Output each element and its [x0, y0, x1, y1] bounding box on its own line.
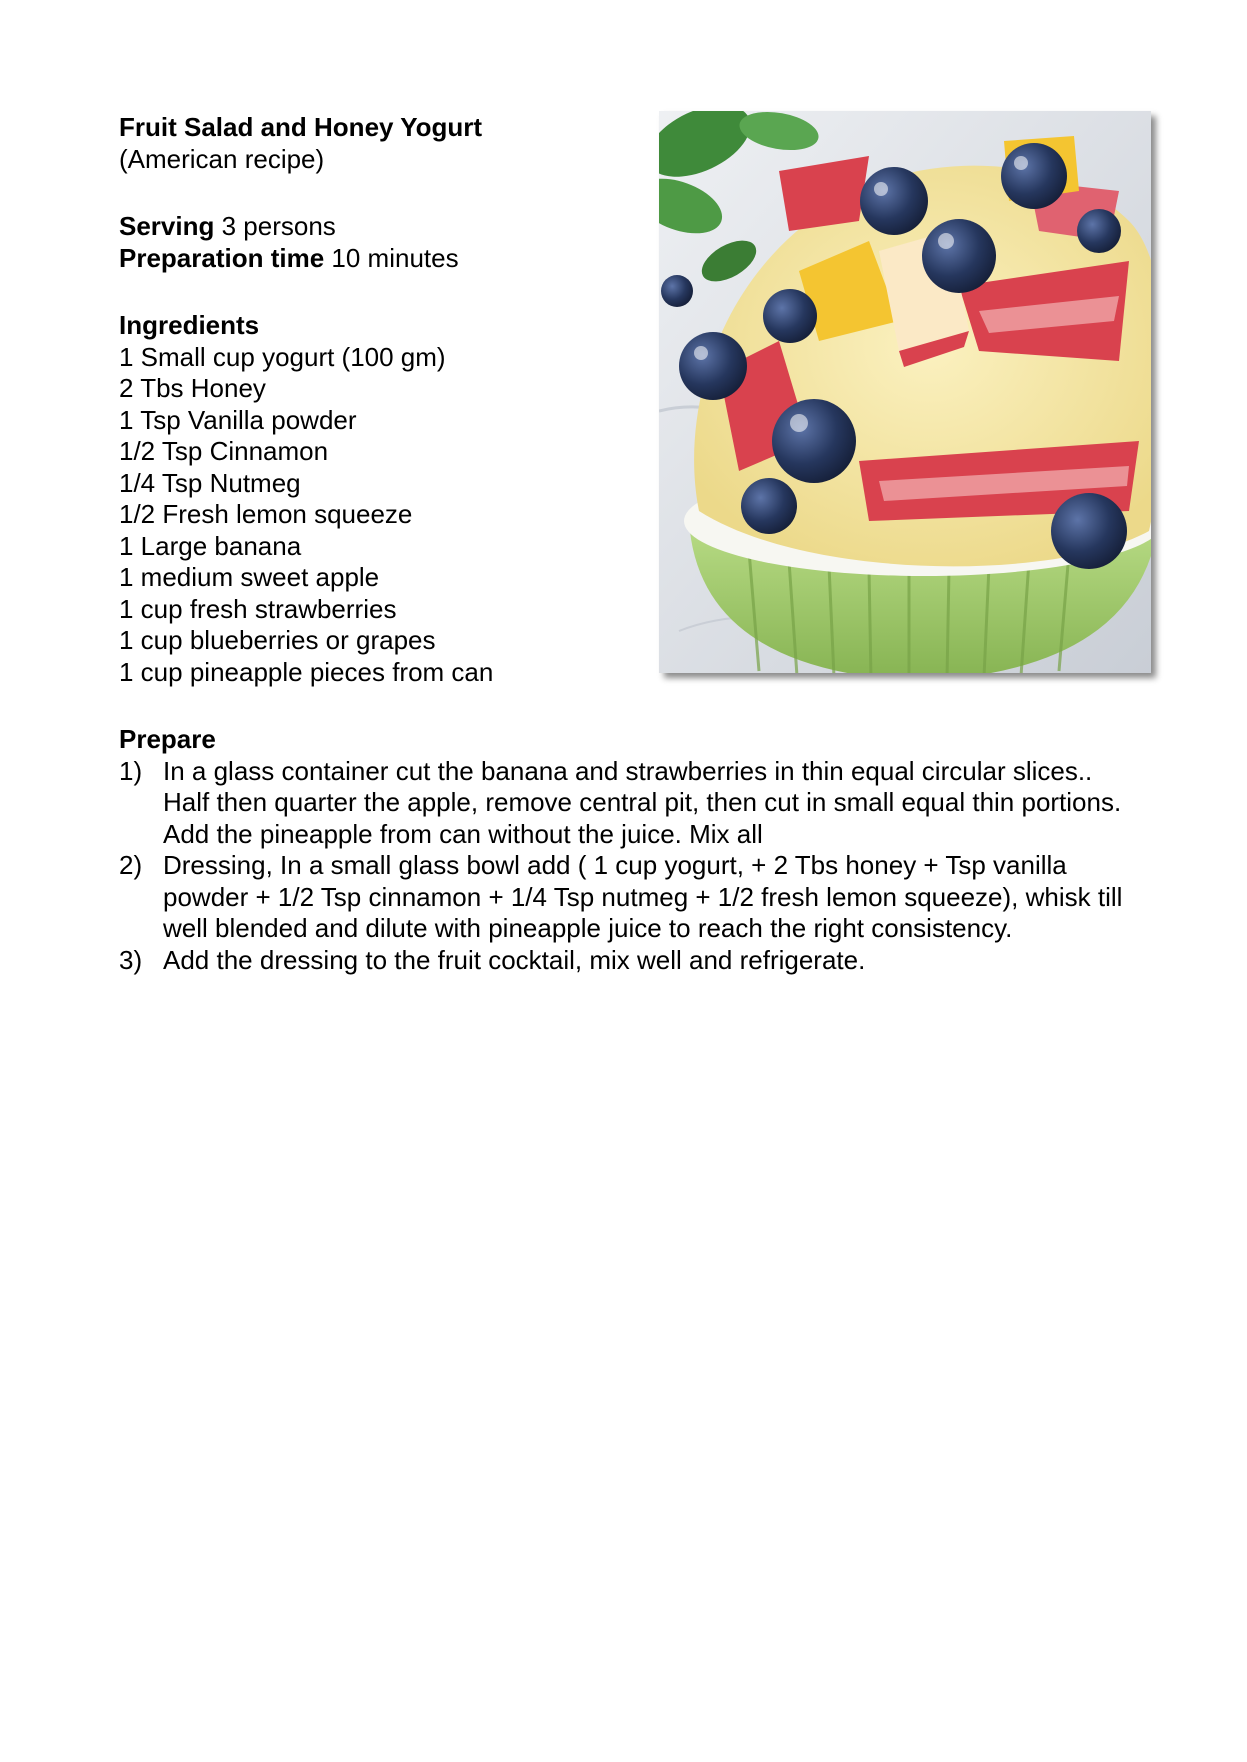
fruit-salad-photo — [659, 111, 1151, 673]
step-text: In a glass container cut the banana and strawberries in thin equal circular slices.. Half then quarter the apple, remove central pit, then cut in small equal thin portions. Add the pineapple from can without the juice. Mix all — [163, 755, 1122, 849]
prep-time-label: Preparation time — [119, 242, 325, 273]
ingredients-list — [119, 342, 639, 689]
ingredient-item: 1 cup pineapple pieces from can — [119, 656, 494, 687]
ingredient-item: 1/2 Fresh lemon squeeze — [119, 499, 413, 529]
prepare-heading: Prepare — [119, 724, 216, 754]
prep-time-value: 10 minutes — [331, 242, 459, 273]
ingredient-item: 1 Tsp Vanilla powder — [119, 404, 357, 435]
ingredient-item: 1/2 Tsp Cinnamon — [119, 436, 329, 466]
step-number: 2) — [119, 850, 143, 880]
step-text: Add the dressing to the fruit cocktail, mix well and refrigerate. — [163, 944, 866, 975]
ingredient-item: 1 cup fresh strawberries — [119, 593, 397, 624]
prepare-section — [119, 724, 1129, 976]
prep-time-line — [119, 243, 639, 275]
recipe-header-block — [119, 112, 639, 688]
serving-label: Serving — [119, 211, 215, 241]
prepare-step — [119, 945, 1129, 977]
prepare-step — [119, 756, 1129, 851]
ingredient-item: 2 Tbs Honey — [119, 373, 266, 403]
ingredient-item: 1 medium sweet apple — [119, 562, 380, 592]
recipe-origin: (American recipe) — [119, 143, 325, 174]
ingredient-item: 1 Large banana — [119, 530, 302, 561]
step-text: Dressing, In a small glass bowl add ( 1 cup yogurt, + 2 Tbs honey + Tsp vanilla powder + 1/2 Tsp cinnamon + 1/4 Tsp nutmeg + 1/2 fresh lemon squeeze), whisk till well blended and dilute with pineapple juice to reach the right consistency. — [163, 850, 1123, 943]
ingredient-item: 1/4 Tsp Nutmeg — [119, 467, 301, 498]
step-number: 1) — [119, 755, 143, 786]
recipe-title: Fruit Salad and Honey Yogurt — [119, 112, 483, 142]
ingredient-item: 1 cup blueberries or grapes — [119, 625, 436, 655]
ingredients-heading: Ingredients — [119, 310, 260, 340]
serving-line — [119, 211, 639, 243]
prepare-steps — [119, 756, 1129, 977]
step-number: 3) — [119, 944, 143, 975]
ingredient-item: 1 Small cup yogurt (100 gm) — [119, 341, 446, 372]
prepare-step — [119, 850, 1129, 945]
serving-value: 3 persons — [221, 211, 336, 241]
